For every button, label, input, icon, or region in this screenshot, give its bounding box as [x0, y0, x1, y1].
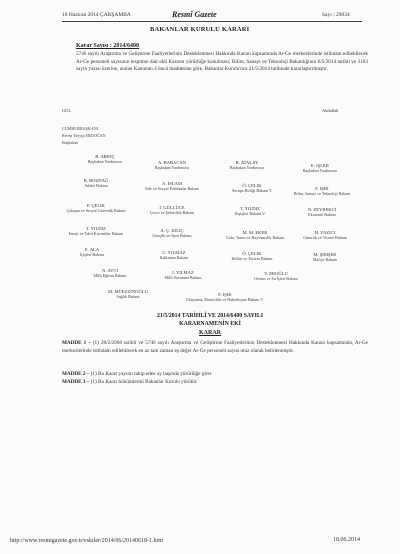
minister-role: Başbakan Yardımcısı [229, 165, 265, 170]
minister-name: N. ZEYBEKCİ [307, 207, 337, 212]
article-text: (1) Bu Karar yayımı takip eden ay başında yürürlüğe girer. [90, 371, 213, 377]
minister-name: Ö. ÇELİK [242, 251, 262, 256]
president-title: CUMHURBAŞKANI [62, 126, 99, 131]
minister-signature [145, 181, 200, 191]
minister-signature [235, 206, 266, 216]
minister-role: Gıda, Tarım ve Hayvancılık Bakanı [225, 235, 285, 240]
annex-karar-heading: KARAR [199, 330, 221, 336]
decision-number: Karar Sayısı : 2014/6400 [76, 43, 140, 49]
minister-role: Çalışma ve Sosyal Güvenlik Bakanı [66, 208, 126, 213]
minister-signature [226, 230, 284, 240]
minister-name: İ. YILMAZ [172, 270, 194, 275]
minister-signature [186, 292, 264, 302]
minister-role: Kalkınma Bakanı [159, 255, 189, 260]
minister-signature [108, 289, 148, 299]
minister-signature [152, 228, 191, 238]
minister-name: C. YILMAZ [162, 250, 186, 255]
minister-role: Başbakan Yardımcısı [87, 159, 123, 164]
signature-abdullah: Abdullah [322, 108, 339, 113]
minister-name: F. IŞIK [218, 292, 232, 297]
minister-role: Ulaştırma, Denizcilik ve Haberleşme Bakanı V. [186, 297, 264, 302]
minister-role: Maliye Bakanı [312, 257, 338, 262]
minister-role: Çevre ve Şehircilik Bakanı [149, 210, 195, 215]
minister-name: F. ÇELİK [86, 203, 105, 208]
minister-name: N. AVCI [101, 268, 118, 273]
minister-signature [150, 205, 194, 215]
minister-name: A. BABACAN [157, 160, 187, 165]
minister-name: B. BOZDAĞ [83, 178, 109, 183]
article-text: (1) 28/2/2008 tarihli ve 5746 sayılı Araştırma ve Geliştirme Faaliyetlerinin Desteklenmesi Hakkında Kanun kapsamında, Ar-Ge merkezlerinde istihdam edilebilecek en az tam zaman eş değer Ar-Ge personeli sayısı otuz olarak belirlenmiştir. [62, 340, 368, 354]
minister-role: Orman ve Su İşleri Bakanı [254, 276, 298, 281]
minister-name: İ. GÜLLÜCE [159, 205, 185, 210]
header-divider [62, 21, 362, 22]
minister-signature [231, 251, 272, 261]
article-2 [62, 371, 368, 379]
article-label: MADDE 3 – [62, 379, 90, 385]
minister-role: Başbakan Yardımcısı [154, 165, 190, 170]
minister-name: F. IŞIK [315, 186, 329, 191]
minister-signature [66, 203, 125, 213]
article-label: MADDE 1 – [62, 340, 91, 346]
minister-signature [160, 250, 189, 260]
president-role: Başbakan [62, 140, 78, 145]
minister-role: Kültür ve Turizm Bakanı [231, 256, 273, 261]
minister-signature [80, 247, 104, 257]
minister-role: Aile ve Sosyal Politikalar Bakanı [144, 186, 200, 191]
minister-signature [232, 183, 273, 193]
minister-name: B. ARINÇ [95, 154, 115, 159]
issue-number: Sayı : 29034 [322, 12, 350, 18]
minister-signature [69, 226, 124, 236]
header-date: 18 Haziran 2014 ÇARŞAMBA [62, 12, 131, 18]
minister-signature [94, 268, 127, 278]
minister-name: E. IŞLER [311, 163, 329, 168]
article-1 [62, 340, 368, 355]
minister-role: Gençlik ve Spor Bakanı [152, 233, 192, 238]
minister-name: H. YAZICI [314, 230, 336, 235]
minister-name: M. M. EKER [242, 230, 268, 235]
gazette-title: Resmî Gazete [172, 10, 217, 19]
signature-gul: GÜL [62, 108, 72, 113]
article-3 [62, 379, 368, 387]
minister-name: M. MÜEZZİNOĞLU [108, 289, 148, 294]
annex-subtitle: KARARNAMENİN EKİ [179, 321, 241, 327]
minister-role: Dışişleri Bakanı V. [234, 211, 266, 216]
article-label: MADDE 2 – [62, 371, 90, 377]
minister-role: Milli Eğitim Bakanı [93, 273, 127, 278]
minister-name: M. ŞİMŞEK [313, 252, 337, 257]
president-name: Recep Tayyip ERDOĞAN [62, 133, 106, 138]
minister-role: Ekonomi Bakanı [308, 212, 336, 217]
minister-signature [155, 160, 190, 170]
minister-role: İçişleri Bakanı [80, 252, 104, 257]
minister-role: Başbakan Yardımcısı [302, 168, 338, 173]
minister-name: Ö. ÇELİK [242, 183, 262, 188]
minister-name: T. YILDIZ [86, 226, 106, 231]
minister-role: Enerji ve Tabii Kaynaklar Bakanı [68, 231, 124, 236]
print-date: 18.06.2014 [333, 537, 360, 543]
source-url[interactable]: http://www.resmigazete.gov.tr/eskiler/2014/06/20140618-1.htm [10, 538, 163, 544]
annex-title: 21/5/2014 TARİHLİ VE 2014/6400 SAYILI [156, 313, 264, 319]
minister-signature [303, 163, 338, 173]
minister-signature [294, 186, 351, 196]
minister-role: Milli Savunma Bakanı [164, 275, 202, 280]
minister-role: Adalet Bakanı [84, 183, 108, 188]
minister-signature [308, 207, 336, 217]
minister-role: Sağlık Bakanı [116, 294, 140, 299]
decree-heading: BAKANLAR KURULU KARARI [150, 26, 250, 33]
minister-signature [303, 230, 347, 240]
minister-role: Avrupa Birliği Bakanı V. [231, 188, 273, 193]
minister-name: T. YILDIZ [240, 206, 260, 211]
minister-name: B. ATALAY [235, 160, 259, 165]
minister-role: Gümrük ve Ticaret Bakanı [303, 235, 347, 240]
minister-signature [164, 270, 201, 280]
minister-role: Bilim, Sanayi ve Teknoloji Bakanı [293, 191, 351, 196]
minister-name: E. ALA [84, 247, 100, 252]
minister-signature [254, 271, 298, 281]
minister-name: A. Ç. KILIÇ [160, 228, 184, 233]
minister-signature [88, 154, 123, 164]
minister-signature [313, 252, 337, 262]
article-text: (1) Bu Karar hükümlerini Bakanlar Kurulu yürütür. [90, 379, 198, 385]
minister-name: V. EROĞLU [264, 271, 288, 276]
intro-paragraph: 5746 sayılı Araştırma ve Geliştirme Faaliyetlerinin Desteklenmesi Hakkında Kanun kapsamında Ar-Ge merkezlerinde istihdam edilebilecek Ar-Ge personeli sayısının tespitine dair ekli Kararın yürürlüğe konulması; Bilim, Sanayi ve Teknoloji Bakanlığının 6/5/2014 tarihli ve 3103 sayılı yazısı üzerine, anılan Kanunun 4 üncü maddesine göre, Bakanlar Kurulu'nca 21/5/2014 tarihinde kararlaştırılmıştır. [76, 51, 368, 72]
minister-signature [84, 178, 109, 188]
minister-signature [230, 160, 265, 170]
minister-name: A. İSLAM [162, 181, 182, 186]
